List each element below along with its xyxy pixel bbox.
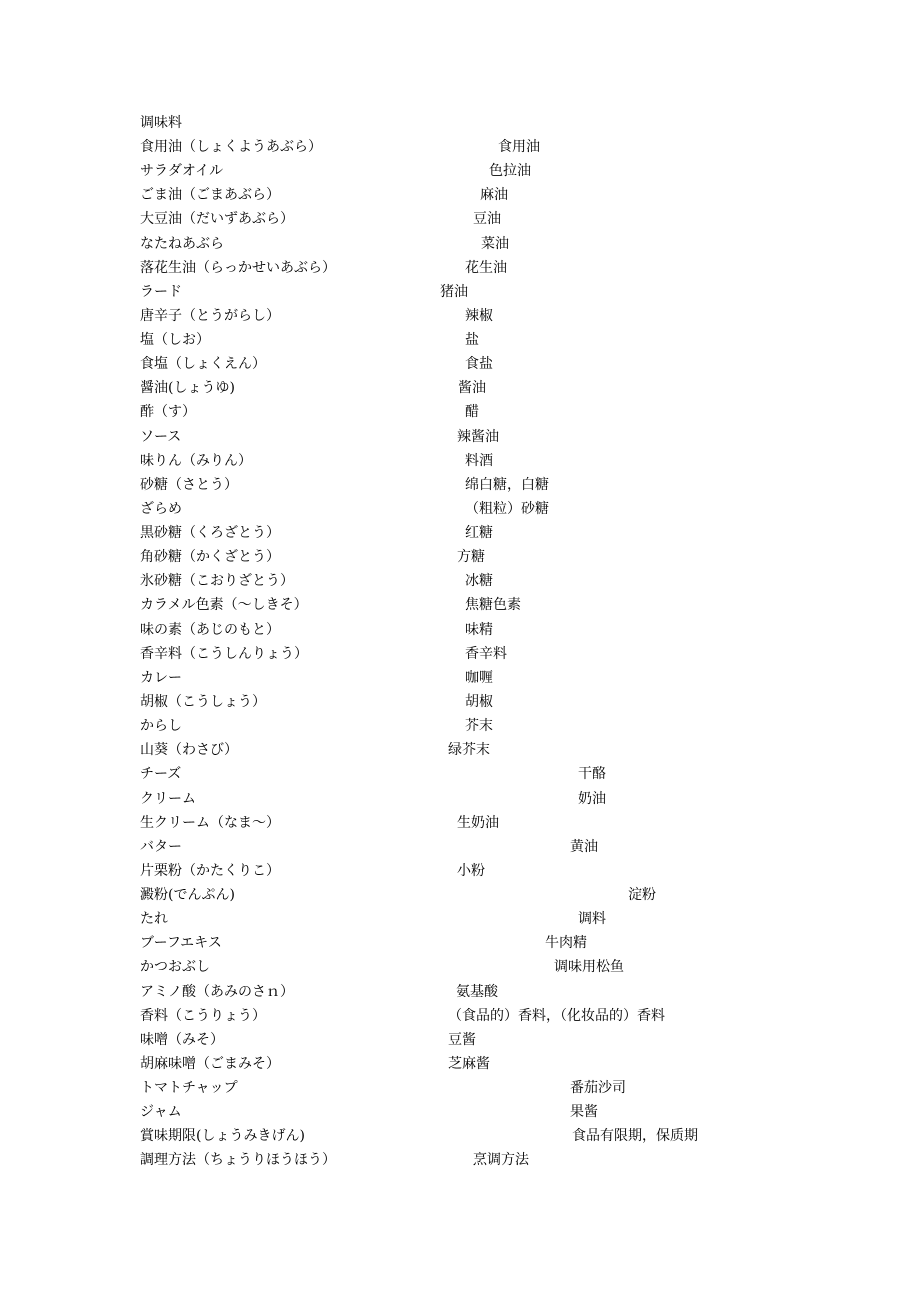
japanese-term: 香料（こうりょう） bbox=[140, 1008, 266, 1024]
japanese-term: トマトチャップ bbox=[140, 1080, 238, 1096]
japanese-term: 砂糖（さとう） bbox=[140, 477, 238, 493]
vocabulary-entry bbox=[0, 1079, 920, 1103]
japanese-term: 氷砂糖（こおりざとう） bbox=[140, 573, 294, 589]
vocabulary-entry bbox=[0, 235, 920, 259]
chinese-translation: 调料 bbox=[578, 911, 606, 927]
chinese-translation: 淀粉 bbox=[628, 887, 656, 903]
chinese-translation: （食品的）香料，（化妆品的）香料 bbox=[448, 1008, 665, 1024]
vocabulary-entry bbox=[0, 1031, 920, 1055]
chinese-translation: 果酱 bbox=[570, 1104, 598, 1120]
chinese-translation: 绵白糖，白糖 bbox=[465, 477, 549, 493]
japanese-term: 塩（しお） bbox=[140, 332, 210, 348]
japanese-term: カラメル色素（～しきそ） bbox=[140, 597, 308, 613]
vocabulary-entry bbox=[0, 355, 920, 379]
chinese-translation: 芝麻酱 bbox=[448, 1056, 490, 1072]
vocabulary-entry bbox=[0, 138, 920, 162]
vocabulary-entry bbox=[0, 259, 920, 283]
vocabulary-entry bbox=[0, 428, 920, 452]
chinese-translation: 食用油 bbox=[498, 139, 540, 155]
japanese-term: サラダオイル bbox=[140, 163, 224, 179]
chinese-translation: 冰糖 bbox=[465, 573, 493, 589]
japanese-term: チーズ bbox=[140, 766, 182, 782]
japanese-term: ごま油（ごまあぶら） bbox=[140, 187, 280, 203]
vocabulary-entry bbox=[0, 741, 920, 765]
chinese-translation: 方糖 bbox=[457, 549, 485, 565]
chinese-translation: 味精 bbox=[465, 622, 493, 638]
vocabulary-entry bbox=[0, 210, 920, 234]
chinese-translation: 辣酱油 bbox=[457, 429, 499, 445]
vocabulary-entry bbox=[0, 886, 920, 910]
chinese-translation: 咖喱 bbox=[465, 670, 493, 686]
japanese-term: 香辛料（こうしんりょう） bbox=[140, 646, 308, 662]
chinese-translation: 菜油 bbox=[481, 236, 509, 252]
vocabulary-entry bbox=[0, 621, 920, 645]
chinese-translation: 焦糖色素 bbox=[465, 597, 521, 613]
vocabulary-entry bbox=[0, 283, 920, 307]
vocabulary-entry bbox=[0, 307, 920, 331]
japanese-term: 味の素（あじのもと） bbox=[140, 622, 280, 638]
chinese-translation: 豆酱 bbox=[448, 1032, 476, 1048]
vocabulary-entry bbox=[0, 572, 920, 596]
chinese-translation: 奶油 bbox=[578, 791, 606, 807]
chinese-translation: 麻油 bbox=[480, 187, 508, 203]
japanese-term: ざらめ bbox=[140, 501, 182, 517]
japanese-term: 酢（す） bbox=[140, 404, 196, 420]
vocabulary-entry bbox=[0, 693, 920, 717]
chinese-translation: 芥末 bbox=[465, 718, 493, 734]
chinese-translation: 香辛料 bbox=[465, 646, 507, 662]
chinese-translation: 黄油 bbox=[570, 839, 598, 855]
chinese-translation: 氨基酸 bbox=[456, 984, 498, 1000]
chinese-translation: 料酒 bbox=[465, 453, 493, 469]
japanese-term: 味りん（みりん） bbox=[140, 453, 252, 469]
japanese-term: カレー bbox=[140, 670, 182, 686]
vocabulary-entry bbox=[0, 596, 920, 620]
chinese-translation: 绿芥末 bbox=[448, 742, 490, 758]
chinese-translation: 食盐 bbox=[465, 356, 493, 372]
vocabulary-entry bbox=[0, 1151, 920, 1175]
vocabulary-entry bbox=[0, 476, 920, 500]
vocabulary-entry bbox=[0, 548, 920, 572]
vocabulary-entry bbox=[0, 669, 920, 693]
vocabulary-entry bbox=[0, 958, 920, 982]
japanese-term: 調理方法（ちょうりほうほう） bbox=[140, 1152, 336, 1168]
vocabulary-entry bbox=[0, 1055, 920, 1079]
chinese-translation: 盐 bbox=[465, 332, 479, 348]
japanese-term: クリーム bbox=[140, 791, 196, 807]
japanese-term: 落花生油（らっかせいあぶら） bbox=[140, 260, 336, 276]
chinese-translation: 生奶油 bbox=[457, 815, 499, 831]
japanese-term: 大豆油（だいずあぶら） bbox=[140, 211, 294, 227]
chinese-translation: 猪油 bbox=[440, 284, 468, 300]
chinese-translation: 小粉 bbox=[457, 863, 485, 879]
japanese-term: からし bbox=[140, 718, 182, 734]
vocabulary-entry bbox=[0, 162, 920, 186]
japanese-term: アミノ酸（あみのさｎ） bbox=[140, 984, 294, 1000]
japanese-term: バター bbox=[140, 839, 182, 855]
chinese-translation: 胡椒 bbox=[465, 694, 493, 710]
chinese-translation: 豆油 bbox=[473, 211, 501, 227]
vocabulary-entry bbox=[0, 1127, 920, 1151]
vocabulary-entry bbox=[0, 790, 920, 814]
japanese-term: 片栗粉（かたくりこ） bbox=[140, 863, 280, 879]
chinese-translation: 烹调方法 bbox=[473, 1152, 529, 1168]
japanese-term: 山葵（わさび） bbox=[140, 742, 238, 758]
japanese-term: 黒砂糖（くろざとう） bbox=[140, 525, 280, 541]
chinese-translation: 酱油 bbox=[458, 380, 486, 396]
vocabulary-entry bbox=[0, 645, 920, 669]
japanese-term: 胡麻味噌（ごまみそ） bbox=[140, 1056, 280, 1072]
vocabulary-entry bbox=[0, 500, 920, 524]
chinese-translation: 花生油 bbox=[465, 260, 507, 276]
vocabulary-entry bbox=[0, 1103, 920, 1127]
chinese-translation: 牛肉精 bbox=[545, 935, 587, 951]
vocabulary-entry bbox=[0, 765, 920, 789]
chinese-translation: 辣椒 bbox=[465, 308, 493, 324]
vocabulary-entry bbox=[0, 862, 920, 886]
chinese-translation: 醋 bbox=[465, 404, 479, 420]
chinese-translation: 干酪 bbox=[578, 766, 606, 782]
vocabulary-entry bbox=[0, 403, 920, 427]
vocabulary-entry bbox=[0, 379, 920, 403]
japanese-term: ジャム bbox=[140, 1104, 182, 1120]
vocabulary-entry bbox=[0, 910, 920, 934]
japanese-term: かつおぶし bbox=[140, 959, 210, 975]
vocabulary-entry bbox=[0, 186, 920, 210]
vocabulary-entry bbox=[0, 814, 920, 838]
japanese-term: 唐辛子（とうがらし） bbox=[140, 308, 280, 324]
japanese-term: 味噌（みそ） bbox=[140, 1032, 224, 1048]
vocabulary-entry bbox=[0, 331, 920, 355]
japanese-term: 醤油(しょうゆ) bbox=[140, 380, 235, 396]
section-heading: 调味料 bbox=[140, 115, 182, 131]
japanese-term: 食用油（しょくようあぶら） bbox=[140, 139, 322, 155]
japanese-term: 生クリーム（なま～） bbox=[140, 815, 280, 831]
chinese-translation: 调味用松鱼 bbox=[554, 959, 624, 975]
japanese-term: なたねあぶら bbox=[140, 236, 224, 252]
chinese-translation: （粗粒）砂糖 bbox=[465, 501, 549, 517]
japanese-term: ブーフエキス bbox=[140, 935, 222, 951]
chinese-translation: 色拉油 bbox=[489, 163, 531, 179]
vocabulary-entry bbox=[0, 717, 920, 741]
japanese-term: 食塩（しょくえん） bbox=[140, 356, 266, 372]
vocabulary-entry bbox=[0, 1007, 920, 1031]
chinese-translation: 红糖 bbox=[465, 525, 493, 541]
japanese-term: 胡椒（こうしょう） bbox=[140, 694, 266, 710]
japanese-term: 賞味期限(しょうみきげん) bbox=[140, 1128, 305, 1144]
vocabulary-entry bbox=[0, 983, 920, 1007]
japanese-term: ラード bbox=[140, 284, 182, 300]
vocabulary-entry bbox=[0, 524, 920, 548]
vocabulary-entry bbox=[0, 838, 920, 862]
chinese-translation: 番茄沙司 bbox=[570, 1080, 626, 1096]
vocabulary-entry bbox=[0, 934, 920, 958]
japanese-term: ソース bbox=[140, 429, 182, 445]
japanese-term: たれ bbox=[140, 911, 168, 927]
chinese-translation: 食品有限期，保质期 bbox=[572, 1128, 698, 1144]
japanese-term: 澱粉(でんぷん) bbox=[140, 887, 235, 903]
vocabulary-entry bbox=[0, 452, 920, 476]
japanese-term: 角砂糖（かくざとう） bbox=[140, 549, 280, 565]
